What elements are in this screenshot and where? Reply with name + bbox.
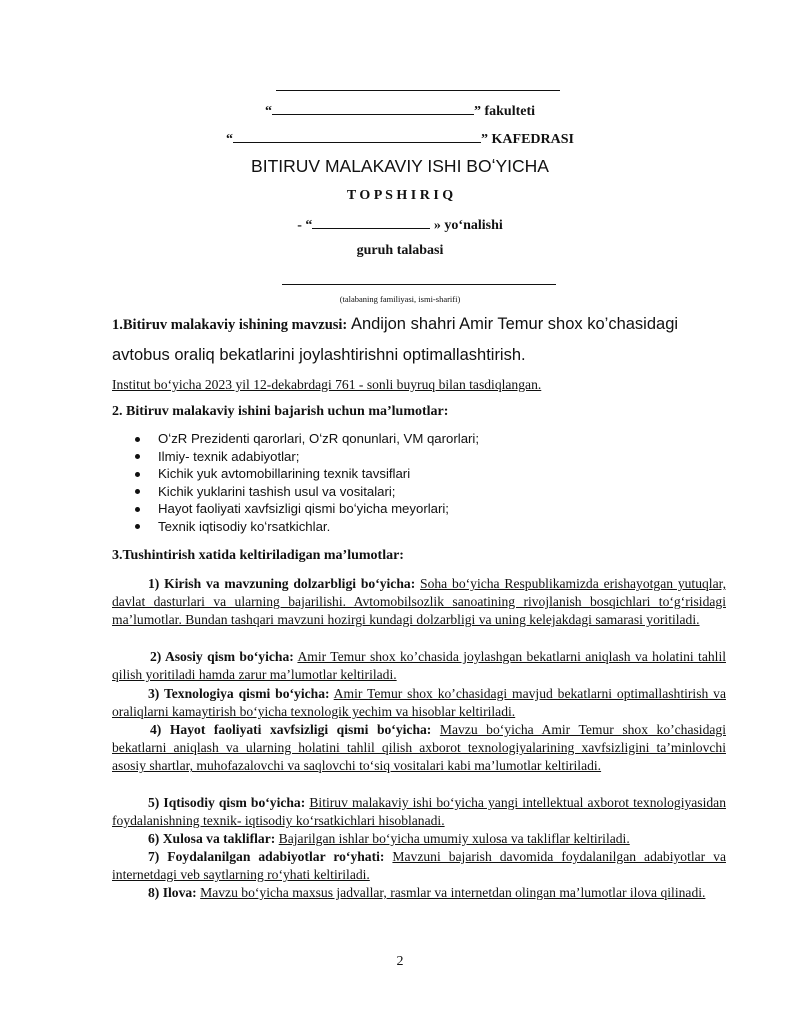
bullet-icon: [135, 507, 140, 512]
topic-line-1: [112, 312, 678, 337]
list-item: OʻzR Prezidenti qarorlari, OʻzR qonunlari, VM qarorlari;: [132, 430, 479, 448]
faculty-label: ” fakulteti: [473, 104, 536, 119]
topic-text-1: Andijon shahri Amir Temur shox ko’chasidagi: [347, 315, 679, 333]
section3-paragraph-4: 4) Hayot faoliyati xavfsizligi qismi boʻyicha: Mavzu boʻyicha Amir Temur shox ko’chasidagi bekatlarni aniqlash va ularning holatini tahlil qilish axborot texnologiyalarining xavfsizligini ta’minlovchi asosiy shartlar, muhofazalovchi va saqlovchi toʻsiq vositalari kabi ma’lumotlar keltiriladi.: [112, 722, 726, 774]
bullet-icon: [135, 524, 140, 529]
bullet-icon: [135, 437, 140, 442]
topic-line-2: avtobus oraliq bekatlarini joylashtirishni optimallashtirish.: [112, 346, 526, 364]
document-subtitle: T O P S H I R I Q: [346, 188, 454, 203]
kafedra-open-quote: “: [226, 132, 234, 147]
list-item: Texnik iqtisodiy koʻrsatkichlar.: [132, 518, 479, 536]
section3-paragraph-8: 8) Ilova: Mavzu boʻyicha maxsus jadvallar, rasmlar va internetdan olingan ma’lumotlar ilova qilinadi.: [148, 885, 706, 900]
bullet-icon: [135, 472, 140, 477]
student-name-caption: (talabaning familiyasi, ismi-sharifi): [339, 294, 461, 304]
direction-line: [0, 214, 800, 235]
direction-open-quote: - “: [297, 218, 313, 233]
section3-paragraph-1: 1) Kirish va mavzuning dolzarbligi boʻyicha: Soha boʻyicha Respublikamizda erishayotgan yutuqlar, davlat dasturlari va ularning bajarilishi. Avtomobilsozlik sanoatining rivojlanish bosqichlari toʻgʻrisidagi ma’lumotlar. Bundan tashqari mavzuni hozirgi kundagi dolzarbligi va uning kelejakdagi samarasi yoritiladi.: [112, 576, 726, 628]
section2-heading: 2. Bitiruv malakaviy ishini bajarish uchun ma’lumotlar:: [112, 404, 449, 419]
document-title: BITIRUV MALAKAVIY ISHI BOʻYICHA: [251, 156, 549, 176]
direction-blank: [312, 214, 430, 229]
group-label: guruh talabasi: [356, 243, 444, 258]
list-item: Hayot faoliyati xavfsizligi qismi boʻyicha meyorlari;: [132, 500, 479, 518]
section3-paragraph-5: 5) Iqtisodiy qism boʻyicha: Bitiruv malakaviy ishi boʻyicha yangi intellektual axborot texnologiyasidan foydalanishning texnik- iqtisodiy koʻrsatkichlari hisoblanadi.: [112, 795, 726, 829]
section3-heading: 3.Tushintirish xatida keltiriladigan ma’lumotlar:: [112, 548, 404, 563]
bullet-icon: [135, 489, 140, 494]
section3-paragraph-2: 2) Asosiy qism boʻyicha: Amir Temur shox ko’chasida joylashgan bekatlarni aniqlash va holatini tahlil qilish yoritiladi hamda zarur ma’lumotlar keltiriladi.: [112, 649, 726, 683]
kafedra-blank: [233, 128, 481, 143]
faculty-open-quote: “: [264, 104, 272, 119]
faculty-line: [0, 100, 800, 121]
section3-paragraph-3: 3) Texnologiya qismi boʻyicha: Amir Temur shox ko’chasidagi mavjud bekatlarni optimallashtirish va oraliqlarni kamaytirish boʻyicha texnologik yechim va hisoblar keltiriladi.: [112, 686, 726, 720]
list-item: Kichik yuk avtomobillarining texnik tavsiflari: [132, 465, 479, 483]
page-number: 2: [396, 954, 404, 969]
top-blank-line: [276, 90, 560, 91]
list-item: Ilmiy- texnik adabiyotlar;: [132, 448, 479, 466]
list-item: Kichik yuklarini tashish usul va vositalari;: [132, 483, 479, 501]
faculty-blank: [272, 100, 474, 115]
section3-paragraph-7: 7) Foydalanilgan adabiyotlar roʻyhati: Mavzuni bajarish davomida foydalanilgan adabiyotlar va internetdagi veb saytlarning roʻyhati keltiriladi.: [112, 849, 726, 883]
topic-approval: Institut boʻyicha 2023 yil 12-dekabrdagi 761 - sonli buyruq bilan tasdiqlangan.: [112, 377, 542, 392]
kafedra-line: [0, 128, 800, 149]
student-name-line: [282, 284, 556, 285]
topic-label: 1.Bitiruv malakaviy ishining mavzusi:: [112, 317, 348, 333]
section2-list: [132, 430, 479, 536]
direction-label: » yoʻnalishi: [430, 218, 503, 233]
kafedra-label: ” KAFEDRASI: [481, 132, 574, 147]
section3-paragraph-6: 6) Xulosa va takliflar: Bajarilgan ishlar boʻyicha umumiy xulosa va takliflar keltiriladi.: [148, 831, 630, 846]
bullet-icon: [135, 454, 140, 459]
